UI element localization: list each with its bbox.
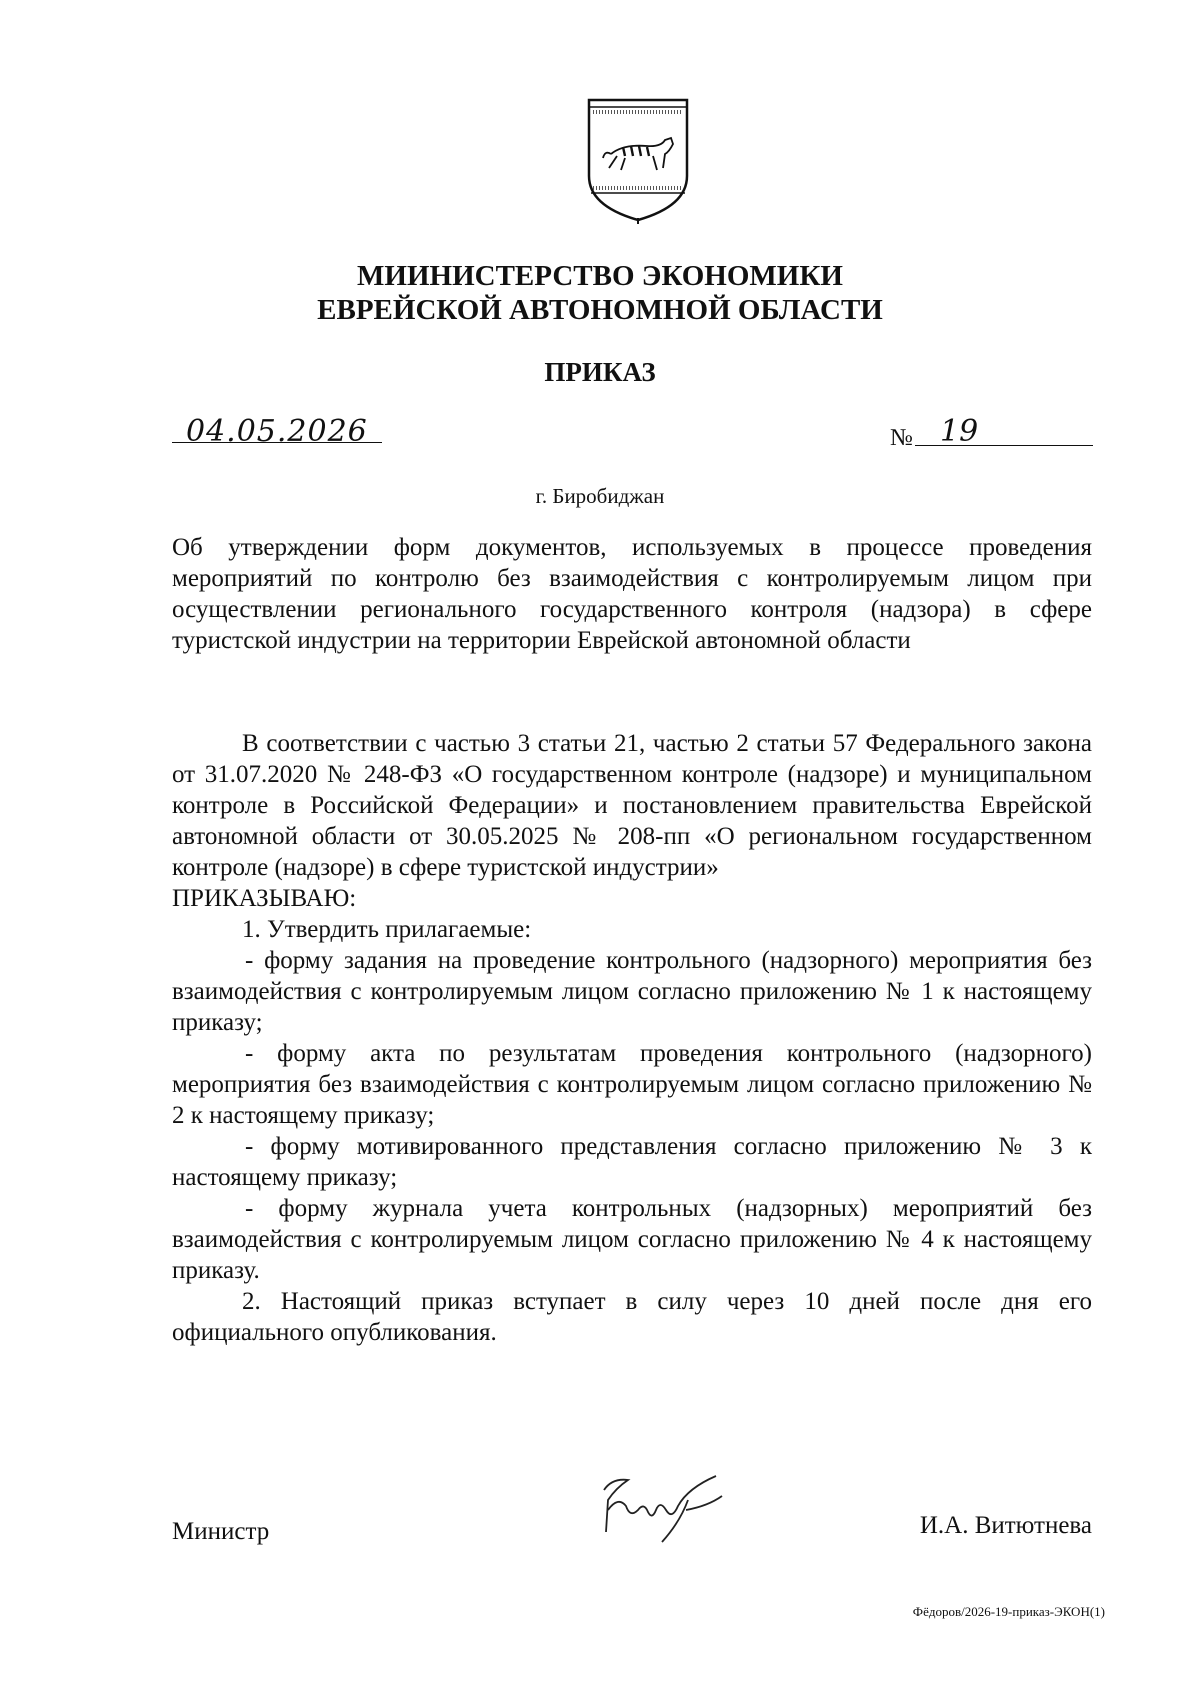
number-sign: №	[890, 425, 913, 451]
document-subject: Об утверждении форм документов, используемых в процессе проведения мероприятий по контролю без взаимодействия с контролируемым лицом при осуществлении регионального государственного контроля (надзора) в сфере туристской индустрии на территории Еврейской автономной области	[172, 534, 1092, 654]
handwritten-signature	[598, 1470, 748, 1550]
signatory-name: И.А. Витютнева	[919, 1512, 1092, 1539]
order-item-2: 2. Настоящий приказ вступает в силу через 10 дней после дня его официального опубликования.	[172, 1288, 1092, 1346]
city: г. Биробиджан	[535, 484, 665, 508]
file-reference: Фёдоров/2026-19-приказ-ЭКОН(1)	[912, 1604, 1105, 1619]
organization-line-2: ЕВРЕЙСКОЙ АВТОНОМНОЙ ОБЛАСТИ	[317, 294, 883, 326]
document-date: 04.05.2026	[186, 414, 368, 449]
organization-line-1: МИИНИСТЕРСТВО ЭКОНОМИКИ	[357, 260, 843, 292]
organization-name	[0, 259, 1200, 327]
date-underline	[172, 442, 382, 443]
order-item-1-d: - форму журнала учета контрольных (надзорных) мероприятий без взаимодействия с контролируемым лицом согласно приложению № 4 к настоящему приказу.	[172, 1195, 1092, 1284]
signatory-title: Министр	[172, 1518, 270, 1545]
document-type: ПРИКАЗ	[544, 357, 656, 387]
order-word: ПРИКАЗЫВАЮ:	[172, 885, 357, 912]
order-item-1: 1. Утвердить прилагаемые:	[242, 916, 532, 943]
coat-of-arms-icon	[583, 94, 693, 224]
document-body	[172, 728, 1092, 1348]
order-item-1-a: - форму задания на проведение контрольного (надзорного) мероприятия без взаимодействия с контролируемым лицом согласно приложению № 1 к настоящему приказу;	[172, 947, 1092, 1036]
order-item-1-b: - форму акта по результатам проведения контрольного (надзорного) мероприятия без взаимодействия с контролируемым лицом согласно приложению № 2 к настоящему приказу;	[172, 1040, 1092, 1129]
number-underline	[915, 445, 1093, 446]
order-item-1-c: - форму мотивированного представления согласно приложению № 3 к настоящему приказу;	[172, 1133, 1092, 1191]
preamble: В соответствии с частью 3 статьи 21, частью 2 статьи 57 Федерального закона от 31.07.2020 № 248-ФЗ «О государственном контроле (надзоре) и муниципальном контроле в Российской Федерации» и постановлением правительства Еврейской автономной области от 30.05.2025 № 208-пп «О региональном государственном контроле (надзоре) в сфере туристской индустрии»	[172, 730, 1092, 881]
document-number: 19	[940, 414, 979, 449]
